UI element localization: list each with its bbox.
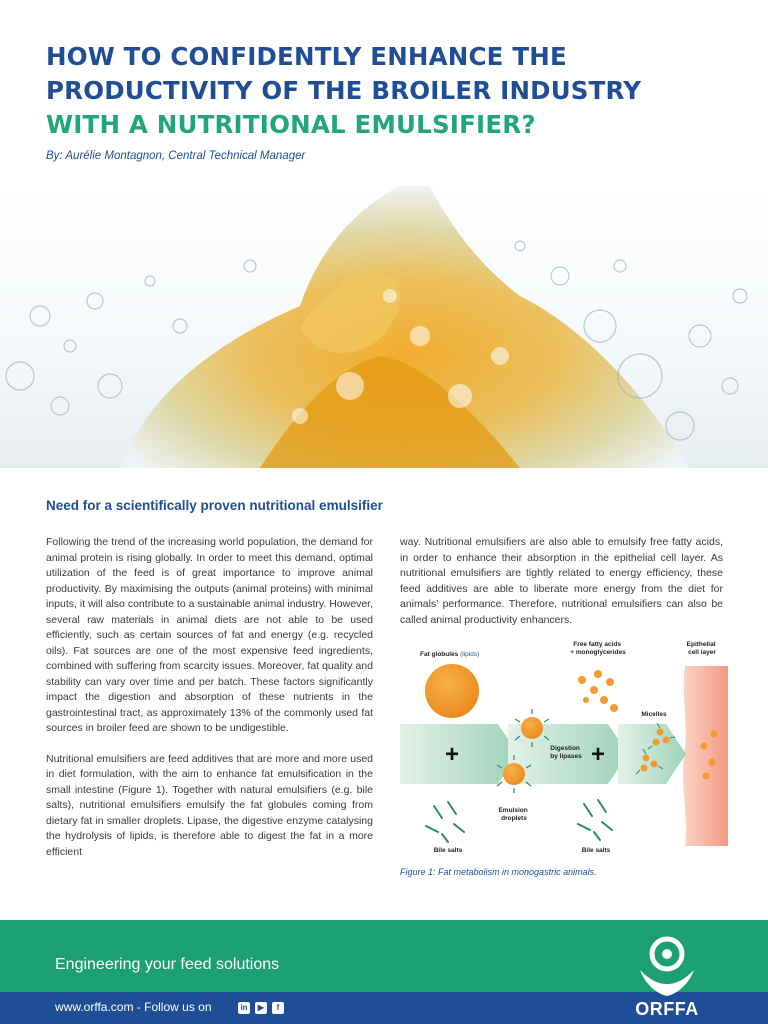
author-byline: By: Aurélie Montagnon, Central Technical Manager [46,150,306,162]
paragraph-3: way. Nutritional emulsifiers are also able to emulsify free fatty acids, in order to enhance their absorption in the epithelial cell layer. As nutritional emulsifiers are tightly related to energy efficiency, these feed additives are able to liberate more energy from the diet for animals’ performance. Therefore, nutritional emulsifiers can also be called animal productivity enhancers. [400,536,723,626]
fat-metabolism-figure [398,636,728,868]
fat-globule [425,664,479,718]
bile-salts-right-icon [578,800,612,840]
fat-globules-label: Fat globules (lipids) [420,651,480,658]
micelles-label: Micelles [641,711,667,718]
youtube-icon[interactable]: ▶ [255,1002,267,1014]
article-title [46,40,641,142]
paragraph-2: Nutritional emulsifiers are feed additives that are more and more used in diet formulation, with the aim to enhance fat emulsification in the small intestine (Figure 1). Together with natural emulsifiers (e.g. bile salts), nutritional emulsifiers emulsify the fat globules coming from dietary fat in smaller droplets. Lipase, the digestive enzyme catalysing the hydrolysis of lipids, is therefore able to digest the fat in a more efficient [46,752,373,858]
emulsion-droplets-label: Emulsion droplets [498,807,528,822]
left-column [46,535,373,875]
epithelial-wall [683,666,728,846]
free-fatty-acids-label: Free fatty acids + monoglycerides [570,641,626,656]
facebook-icon[interactable]: f [272,1002,284,1014]
footer-tagline: Engineering your feed solutions [55,956,280,973]
epithelial-label: Epithelial cell layer [686,641,716,656]
process-arrow-3 [618,724,686,784]
title-line-1: HOW TO CONFIDENTLY ENHANCE THE [46,42,567,71]
paragraph-1: Following the trend of the increasing world population, the demand for animal protein is rising globally. In order to meet this demand, optimal utilization of the feed is of great importance to improve animal productivity. By maximising the outputs (animal proteins) with minimal inputs, it will also contribute to a sustainable animal industry. However, several raw materials in animal diets are not able to be used efficiently, such as certain sources of fat and energy (e.g. recycled oils). Fat sources are one of the most expensive feed ingredients, combined with suffering from scarcity issues. Moreover, fat quality and stability can vary over time and per batch. These factors significantly impact the digestion and absorption of these nutrients in the gastrointestinal tract, as approximately 13% of the commonly used fat sources in broiler feed are shown to be undigestible. [46,536,373,734]
plus-sign-2: + [590,741,606,768]
digestion-label: Digestion by lipases [550,745,582,760]
figure-caption: Figure 1: Fat metabolism in monogastric animals. [400,867,597,877]
section-heading: Need for a scientifically proven nutritional emulsifier [46,498,383,513]
orffa-logo [622,930,712,1020]
right-column [400,535,723,643]
oil-droplets-hero-image [0,186,768,468]
orffa-logo-text: ORFFA [635,999,699,1019]
fatty-acid-particles [578,670,618,712]
title-line-3: WITH A NUTRITIONAL EMULSIFIER? [46,110,536,139]
linkedin-icon[interactable]: in [238,1002,250,1014]
orffa-emblem-icon [622,930,712,1000]
footer [0,920,768,1024]
bile-salts-left-label: Bile salts [433,847,463,854]
website-link[interactable]: www.orffa.com - Follow us on [55,1000,212,1014]
bile-salts-right-label: Bile salts [581,847,611,854]
title-line-2: PRODUCTIVITY OF THE BROILER INDUSTRY [46,76,642,105]
plus-sign-1: + [444,741,460,768]
bile-salts-left-icon [426,802,464,842]
